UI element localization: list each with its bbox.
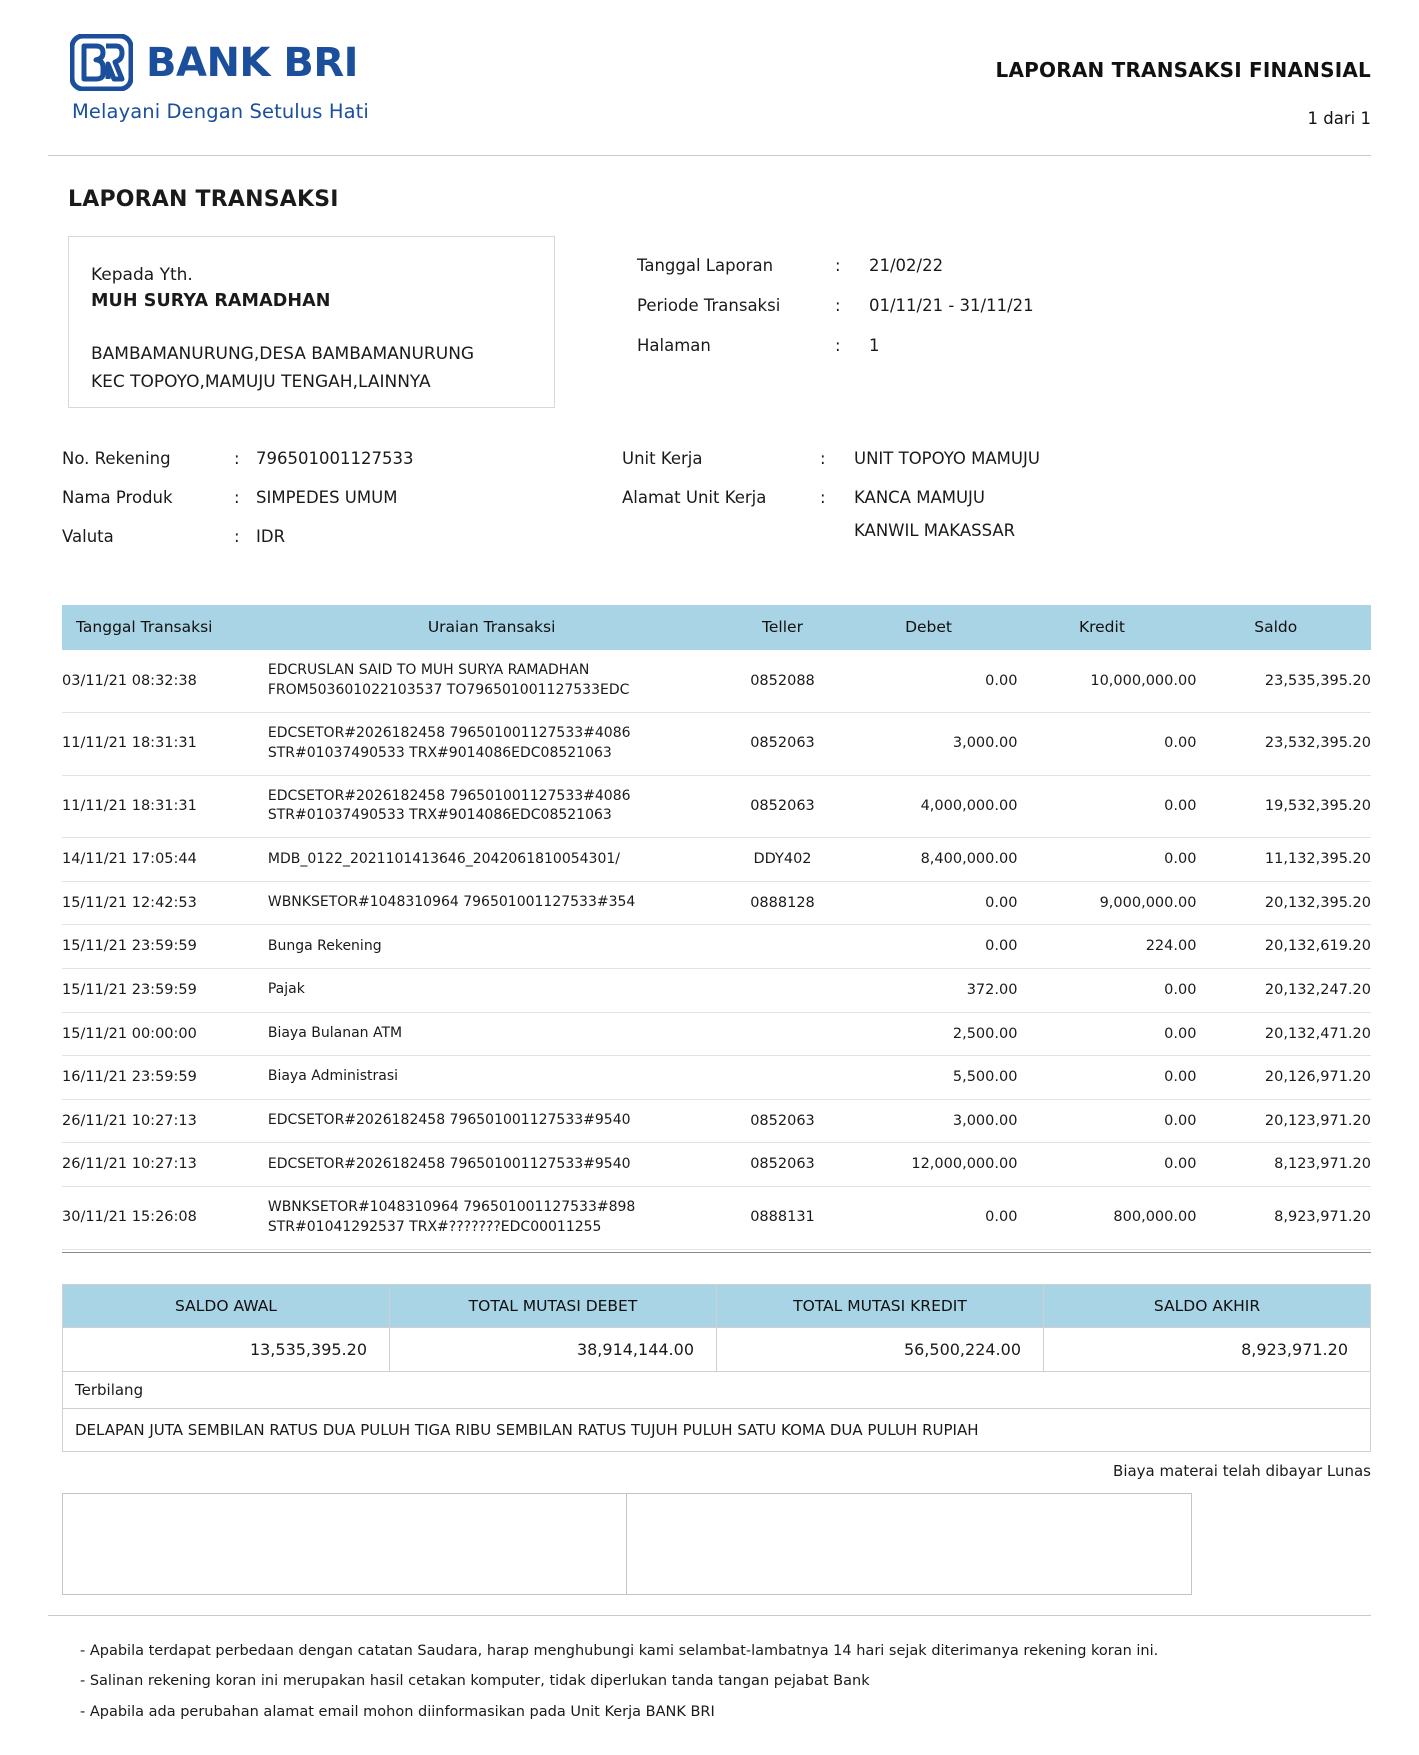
account-value: SIMPEDES UMUM bbox=[256, 488, 398, 507]
cell-teller: 0852063 bbox=[715, 1143, 849, 1187]
summary-value-row bbox=[63, 1327, 1371, 1371]
table-row bbox=[62, 1012, 1371, 1056]
cell-tanggal-transaksi: 15/11/21 23:59:59 bbox=[62, 925, 268, 969]
meta-row-periode-transaksi bbox=[637, 296, 1034, 315]
meta-value: 1 bbox=[869, 336, 880, 355]
uraian-line-1: MDB_0122_2021101413646_2042061810054301/ bbox=[267, 850, 620, 867]
bank-tagline: Melayani Dengan Setulus Hati bbox=[72, 100, 369, 123]
cell-kredit: 10,000,000.00 bbox=[1017, 650, 1196, 712]
transaction-table-bottom-rule bbox=[62, 1252, 1371, 1253]
table-row bbox=[62, 968, 1371, 1012]
cell-teller: 0888128 bbox=[715, 881, 849, 925]
meta-label: Tanggal Laporan bbox=[637, 256, 774, 275]
meta-row-tanggal-laporan bbox=[637, 256, 1034, 275]
cell-kredit: 0.00 bbox=[1017, 838, 1196, 882]
recipient-address-line-2: KEC TOPOYO,MAMUJU TENGAH,LAINNYA bbox=[91, 372, 431, 392]
table-row bbox=[62, 1143, 1371, 1187]
account-value: KANCA MAMUJU bbox=[854, 488, 985, 507]
cell-teller bbox=[715, 1012, 849, 1056]
cell-uraian-transaksi bbox=[268, 925, 716, 969]
cell-uraian-transaksi bbox=[268, 968, 716, 1012]
cell-kredit: 0.00 bbox=[1017, 1099, 1196, 1143]
footer-note-line: - Salinan rekening koran ini merupakan hasil cetakan komputer, tidak diperlukan tanda tangan pejabat Bank bbox=[80, 1673, 870, 1690]
cell-kredit: 0.00 bbox=[1017, 1056, 1196, 1100]
section-title: LAPORAN TRANSAKSI bbox=[68, 187, 339, 212]
uraian-line-1: WBNKSETOR#1048310964 796501001127533#354 bbox=[267, 894, 636, 911]
cell-kredit: 0.00 bbox=[1017, 1143, 1196, 1187]
cell-saldo: 8,123,971.20 bbox=[1196, 1143, 1371, 1187]
account-label: Valuta bbox=[62, 527, 114, 546]
uraian-line-1: EDCSETOR#2026182458 796501001127533#9540 bbox=[267, 1155, 631, 1172]
cell-debet: 12,000,000.00 bbox=[850, 1143, 1018, 1187]
cell-kredit: 800,000.00 bbox=[1017, 1186, 1196, 1249]
cell-tanggal-transaksi: 14/11/21 17:05:44 bbox=[62, 838, 268, 882]
cell-kredit: 224.00 bbox=[1017, 925, 1196, 969]
cell-uraian-transaksi bbox=[268, 881, 716, 925]
table-row bbox=[62, 925, 1371, 969]
account-kanwil: KANWIL MAKASSAR bbox=[854, 521, 1016, 540]
cell-tanggal-transaksi: 03/11/21 08:32:38 bbox=[62, 650, 268, 712]
summary-table bbox=[62, 1284, 1371, 1452]
transaction-header-row bbox=[62, 605, 1371, 650]
signature-area bbox=[62, 1493, 1371, 1595]
cell-tanggal-transaksi: 16/11/21 23:59:59 bbox=[62, 1056, 268, 1100]
account-value: IDR bbox=[256, 527, 286, 546]
summary-table-wrap bbox=[62, 1284, 1371, 1452]
report-title: LAPORAN TRANSAKSI FINANSIAL bbox=[995, 58, 1371, 82]
uraian-line-1: Pajak bbox=[267, 981, 305, 998]
bri-logo-icon bbox=[70, 34, 133, 91]
cell-teller: 0852063 bbox=[715, 1099, 849, 1143]
cell-debet: 5,500.00 bbox=[850, 1056, 1018, 1100]
table-row bbox=[62, 1056, 1371, 1100]
summary-header-total-debet: TOTAL MUTASI DEBET bbox=[390, 1284, 717, 1327]
meta-colon: : bbox=[835, 256, 841, 275]
cell-saldo: 20,132,395.20 bbox=[1196, 881, 1371, 925]
summary-value-saldo-awal: 13,535,395.20 bbox=[63, 1327, 390, 1371]
table-row bbox=[62, 1099, 1371, 1143]
footer-notes bbox=[80, 1636, 1371, 1727]
column-header-saldo: Saldo bbox=[1196, 605, 1371, 650]
account-colon: : bbox=[234, 488, 240, 507]
summary-header-saldo-awal: SALDO AWAL bbox=[63, 1284, 390, 1327]
cell-kredit: 9,000,000.00 bbox=[1017, 881, 1196, 925]
table-row bbox=[62, 712, 1371, 775]
column-header-kredit: Kredit bbox=[1017, 605, 1196, 650]
signature-box-left bbox=[62, 1493, 627, 1595]
uraian-line-2: STR#01037490533 TRX#9014086EDC08521063 bbox=[267, 744, 612, 761]
column-header-teller: Teller bbox=[715, 605, 849, 650]
account-row-nama-produk bbox=[62, 488, 622, 507]
account-row-no-rekening bbox=[62, 449, 622, 468]
account-label: No. Rekening bbox=[62, 449, 171, 468]
uraian-line-2: FROM503601022103537 TO796501001127533EDC bbox=[267, 681, 630, 698]
recipient-address-line-1: BAMBAMANURUNG,DESA BAMBAMANURUNG bbox=[91, 344, 475, 365]
cell-tanggal-transaksi: 11/11/21 18:31:31 bbox=[62, 712, 268, 775]
meta-value: 21/02/22 bbox=[869, 256, 944, 275]
account-value: 796501001127533 bbox=[256, 449, 414, 468]
account-row-unit-kerja bbox=[622, 449, 1040, 468]
cell-uraian-transaksi bbox=[268, 1012, 716, 1056]
uraian-line-1: WBNKSETOR#1048310964 796501001127533#898 bbox=[267, 1198, 636, 1215]
cell-tanggal-transaksi: 15/11/21 00:00:00 bbox=[62, 1012, 268, 1056]
account-colon: : bbox=[234, 527, 240, 546]
cell-saldo: 23,532,395.20 bbox=[1196, 712, 1371, 775]
cell-tanggal-transaksi: 15/11/21 23:59:59 bbox=[62, 968, 268, 1012]
transaction-table-wrap bbox=[62, 605, 1371, 1253]
account-row-alamat-unit-kerja bbox=[622, 488, 1040, 507]
uraian-line-2: STR#01041292537 TRX#???????EDC00011255 bbox=[267, 1218, 602, 1235]
cell-uraian-transaksi bbox=[268, 1099, 716, 1143]
column-header-uraian: Uraian Transaksi bbox=[268, 605, 716, 650]
bank-logo-block bbox=[70, 34, 369, 123]
cell-tanggal-transaksi: 11/11/21 18:31:31 bbox=[62, 775, 268, 838]
recipient-name: MUH SURYA RAMADHAN bbox=[91, 291, 331, 312]
summary-value-total-debet: 38,914,144.00 bbox=[390, 1327, 717, 1371]
cell-teller bbox=[715, 1056, 849, 1100]
cell-saldo: 20,132,247.20 bbox=[1196, 968, 1371, 1012]
page-count: 1 dari 1 bbox=[1307, 109, 1371, 128]
cell-kredit: 0.00 bbox=[1017, 1012, 1196, 1056]
account-label: Nama Produk bbox=[62, 488, 173, 507]
summary-value-saldo-akhir: 8,923,971.20 bbox=[1044, 1327, 1371, 1371]
header-right-block bbox=[996, 34, 1371, 128]
cell-uraian-transaksi bbox=[268, 1186, 716, 1249]
terbilang-label: Terbilang bbox=[63, 1371, 1371, 1408]
cell-debet: 0.00 bbox=[850, 881, 1018, 925]
summary-header-saldo-akhir: SALDO AKHIR bbox=[1044, 1284, 1371, 1327]
cell-saldo: 20,132,471.20 bbox=[1196, 1012, 1371, 1056]
recipient-salutation: Kepada Yth. bbox=[91, 265, 193, 285]
account-row-valuta bbox=[62, 527, 622, 546]
summary-header-row bbox=[63, 1284, 1371, 1327]
table-row bbox=[62, 1186, 1371, 1249]
uraian-line-1: Biaya Administrasi bbox=[267, 1068, 399, 1085]
account-colon: : bbox=[234, 449, 240, 468]
cell-saldo: 19,532,395.20 bbox=[1196, 775, 1371, 838]
meta-value: 01/11/21 - 31/11/21 bbox=[869, 296, 1034, 315]
cell-teller: 0852063 bbox=[715, 775, 849, 838]
cell-teller bbox=[715, 968, 849, 1012]
account-colon: : bbox=[820, 488, 826, 507]
account-value: UNIT TOPOYO MAMUJU bbox=[854, 449, 1040, 468]
cell-tanggal-transaksi: 15/11/21 12:42:53 bbox=[62, 881, 268, 925]
uraian-line-1: EDCSETOR#2026182458 796501001127533#4086 bbox=[267, 787, 631, 804]
cell-kredit: 0.00 bbox=[1017, 712, 1196, 775]
summary-header-total-kredit: TOTAL MUTASI KREDIT bbox=[717, 1284, 1044, 1327]
cell-uraian-transaksi bbox=[268, 712, 716, 775]
cell-teller bbox=[715, 925, 849, 969]
cell-tanggal-transaksi: 30/11/21 15:26:08 bbox=[62, 1186, 268, 1249]
transaction-table bbox=[62, 605, 1371, 1250]
signature-box-right bbox=[627, 1493, 1192, 1595]
uraian-line-1: EDCSETOR#2026182458 796501001127533#9540 bbox=[267, 1112, 631, 1129]
cell-uraian-transaksi bbox=[268, 1056, 716, 1100]
cell-debet: 3,000.00 bbox=[850, 1099, 1018, 1143]
account-info-area bbox=[0, 449, 1419, 566]
cell-debet: 0.00 bbox=[850, 925, 1018, 969]
footer-divider bbox=[48, 1615, 1371, 1616]
cell-saldo: 20,123,971.20 bbox=[1196, 1099, 1371, 1143]
cell-teller: DDY402 bbox=[715, 838, 849, 882]
column-header-tanggal: Tanggal Transaksi bbox=[62, 605, 268, 650]
cell-saldo: 20,126,971.20 bbox=[1196, 1056, 1371, 1100]
cell-saldo: 23,535,395.20 bbox=[1196, 650, 1371, 712]
cell-uraian-transaksi bbox=[268, 838, 716, 882]
info-area bbox=[0, 236, 1419, 408]
cell-debet: 3,000.00 bbox=[850, 712, 1018, 775]
account-label: Alamat Unit Kerja bbox=[622, 488, 767, 507]
document-header bbox=[0, 0, 1419, 128]
cell-teller: 0852063 bbox=[715, 712, 849, 775]
uraian-line-1: Bunga Rekening bbox=[267, 937, 382, 954]
account-colon: : bbox=[820, 449, 826, 468]
report-meta-block bbox=[637, 236, 1034, 376]
meta-colon: : bbox=[835, 296, 841, 315]
uraian-line-1: Biaya Bulanan ATM bbox=[267, 1024, 403, 1041]
cell-kredit: 0.00 bbox=[1017, 775, 1196, 838]
cell-uraian-transaksi bbox=[268, 775, 716, 838]
cell-saldo: 11,132,395.20 bbox=[1196, 838, 1371, 882]
uraian-line-1: EDCRUSLAN SAID TO MUH SURYA RAMADHAN bbox=[267, 662, 590, 678]
table-row bbox=[62, 650, 1371, 712]
bank-name: BANK BRI bbox=[146, 39, 359, 86]
header-divider bbox=[48, 155, 1371, 156]
table-row bbox=[62, 881, 1371, 925]
meta-label: Halaman bbox=[637, 336, 711, 355]
uraian-line-2: STR#01037490533 TRX#9014086EDC08521063 bbox=[267, 807, 612, 824]
cell-teller: 0888131 bbox=[715, 1186, 849, 1249]
uraian-line-1: EDCSETOR#2026182458 796501001127533#4086 bbox=[267, 724, 631, 741]
terbilang-value-row bbox=[63, 1408, 1371, 1451]
cell-saldo: 8,923,971.20 bbox=[1196, 1186, 1371, 1249]
meta-colon: : bbox=[835, 336, 841, 355]
cell-tanggal-transaksi: 26/11/21 10:27:13 bbox=[62, 1143, 268, 1187]
cell-uraian-transaksi bbox=[268, 1143, 716, 1187]
cell-debet: 2,500.00 bbox=[850, 1012, 1018, 1056]
cell-saldo: 20,132,619.20 bbox=[1196, 925, 1371, 969]
cell-kredit: 0.00 bbox=[1017, 968, 1196, 1012]
cell-teller: 0852088 bbox=[715, 650, 849, 712]
meta-label: Periode Transaksi bbox=[637, 296, 781, 315]
column-header-debet: Debet bbox=[850, 605, 1018, 650]
account-info-left bbox=[62, 449, 622, 566]
footer-note-line: - Apabila ada perubahan alamat email mohon diinformasikan pada Unit Kerja BANK BRI bbox=[80, 1703, 715, 1720]
terbilang-label-row bbox=[63, 1371, 1371, 1408]
cell-uraian-transaksi bbox=[268, 650, 716, 712]
cell-debet: 8,400,000.00 bbox=[850, 838, 1018, 882]
transaction-table-body bbox=[62, 650, 1371, 1249]
cell-debet: 4,000,000.00 bbox=[850, 775, 1018, 838]
terbilang-value: DELAPAN JUTA SEMBILAN RATUS DUA PULUH TIGA RIBU SEMBILAN RATUS TUJUH PULUH SATU KOMA DUA PULUH RUPIAH bbox=[63, 1408, 1371, 1451]
materai-note: Biaya materai telah dibayar Lunas bbox=[1113, 1461, 1371, 1480]
table-row bbox=[62, 775, 1371, 838]
cell-debet: 372.00 bbox=[850, 968, 1018, 1012]
cell-debet: 0.00 bbox=[850, 1186, 1018, 1249]
cell-tanggal-transaksi: 26/11/21 10:27:13 bbox=[62, 1099, 268, 1143]
account-label: Unit Kerja bbox=[622, 449, 703, 468]
transaction-table-head bbox=[62, 605, 1371, 650]
table-row bbox=[62, 838, 1371, 882]
recipient-box bbox=[68, 236, 555, 408]
cell-debet: 0.00 bbox=[850, 650, 1018, 712]
meta-row-halaman bbox=[637, 336, 1034, 355]
summary-value-total-kredit: 56,500,224.00 bbox=[717, 1327, 1044, 1371]
footer-note-line: - Apabila terdapat perbedaan dengan catatan Saudara, harap menghubungi kami selambat-lambatnya 14 hari sejak diterimanya rekening koran ini. bbox=[80, 1642, 1159, 1659]
account-info-right bbox=[622, 449, 1040, 540]
